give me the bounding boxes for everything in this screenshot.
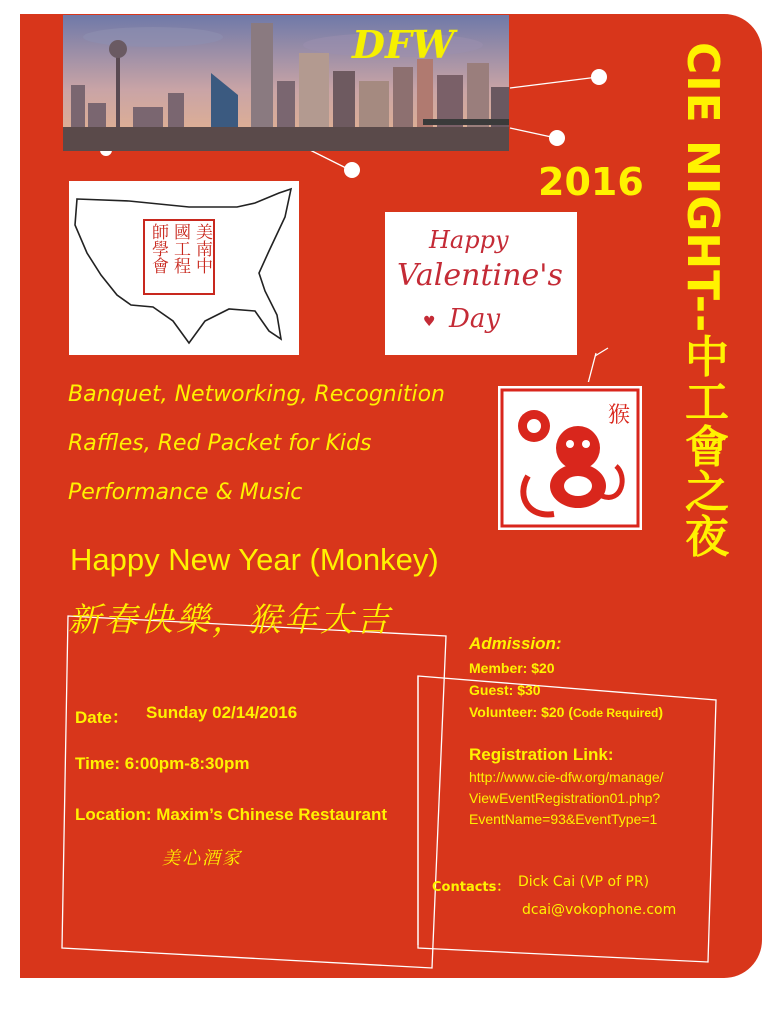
event-year: 2016 (538, 160, 644, 204)
admission-guest: Guest: $30 (469, 682, 541, 698)
date-label: Date： (75, 708, 129, 727)
admission-heading: Admission: (469, 634, 562, 653)
location-text: Location: Maxim’s Chinese Restaurant (75, 805, 388, 824)
heart-icon: ♥ (423, 314, 436, 330)
valentine-name: Valentine's (397, 258, 563, 293)
event-title: CIE NIGHT--中工會之夜 (677, 42, 728, 559)
us-map-card (69, 181, 299, 355)
feature-item-raffles: Raffles, Red Packet for Kids (68, 431, 372, 456)
volunteer-close: ) (658, 704, 664, 720)
seal-characters: 美南中國工程師學會 (148, 223, 212, 274)
cie-seal-stamp (143, 219, 215, 295)
admission-volunteer (469, 702, 663, 724)
valentine-card (385, 212, 577, 355)
registration-link-line3[interactable]: EventName=93&EventType=1 (469, 811, 658, 827)
contact-email[interactable]: dcai@vokophone.com (522, 902, 677, 918)
registration-link-line1[interactable]: http://www.cie-dfw.org/manage/ (469, 769, 664, 785)
admission-member: Member: $20 (469, 660, 555, 676)
banner-city-label: DFW (352, 22, 455, 67)
monkey-papercut-card (494, 382, 646, 534)
volunteer-price: Volunteer: $20 ( (469, 704, 573, 720)
date-value: Sunday 02/14/2016 (146, 703, 298, 722)
volunteer-note: Code Required (573, 706, 659, 720)
greeting-chinese: 新春快樂，猴年大吉 (68, 600, 392, 639)
registration-heading: Registration Link: (469, 745, 614, 764)
monkey-papercut-icon (498, 386, 642, 530)
time-text: Time: 6:00pm-8:30pm (75, 754, 250, 773)
feature-item-banquet: Banquet, Networking, Recognition (68, 382, 445, 407)
registration-link-line2[interactable]: ViewEventRegistration01.php? (469, 790, 661, 806)
contact-name: Dick Cai (VP of PR) (518, 874, 650, 890)
valentine-day: Day (449, 304, 501, 334)
contacts-label: Contacts： (432, 880, 510, 895)
feature-item-performance: Performance & Music (68, 480, 303, 505)
location-chinese: 美心酒家 (162, 848, 242, 869)
greeting-english: Happy New Year (Monkey) (70, 542, 439, 577)
valentine-happy: Happy (429, 226, 509, 254)
svg-text:猴: 猴 (608, 403, 631, 428)
